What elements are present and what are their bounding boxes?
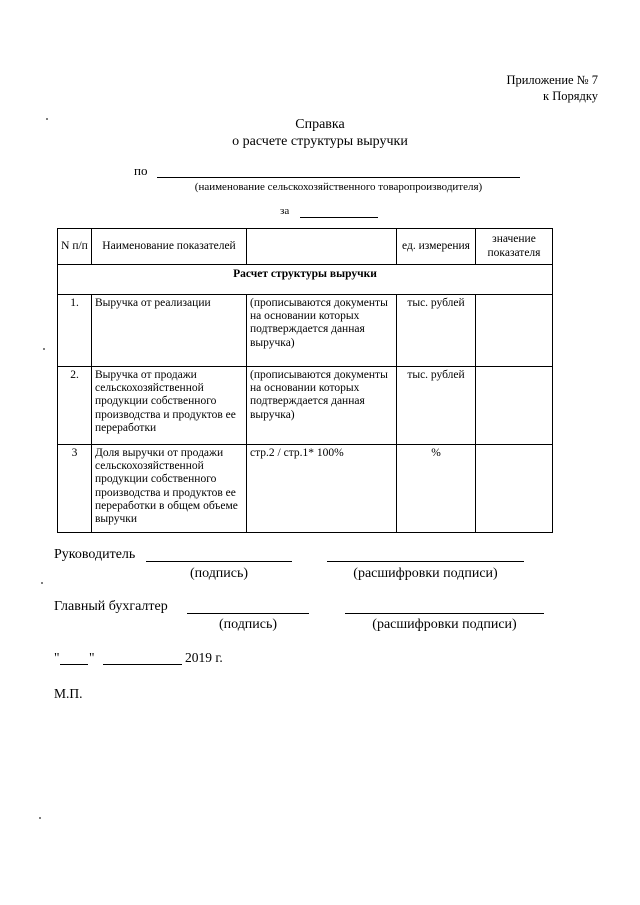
- accountant-decoding-line[interactable]: [345, 613, 544, 614]
- row-value-cell[interactable]: [476, 295, 553, 367]
- scan-speck: [43, 348, 45, 350]
- document-subtitle: о расчете структуры выручки: [232, 134, 408, 149]
- row-name: Доля выручки от продажи сельскохозяйственной продукции собственного производства и продуктов ее переработки в общем объеме выручки: [92, 445, 247, 533]
- period-line[interactable]: [300, 217, 378, 218]
- row-value-cell[interactable]: [476, 367, 553, 445]
- date-close-quote: ": [89, 650, 95, 665]
- row-number: 3: [58, 445, 92, 533]
- head-label: Руководитель: [54, 547, 136, 562]
- header-value: значение показателя: [476, 229, 553, 265]
- table-row: [58, 445, 553, 533]
- row-unit: тыс. рублей: [397, 367, 476, 445]
- head-decoding-caption: (расшифровки подписи): [353, 566, 498, 581]
- annex-header: [506, 72, 598, 104]
- accountant-label: Главный бухгалтер: [54, 599, 168, 614]
- row-number: 1.: [58, 295, 92, 367]
- head-signature-line[interactable]: [146, 561, 292, 562]
- row-number: 2.: [58, 367, 92, 445]
- header-indicator-name: Наименование показателей: [92, 229, 247, 265]
- header-number: N п/п: [58, 229, 92, 265]
- table-row: [58, 295, 553, 367]
- date-month-line[interactable]: [103, 664, 182, 665]
- accountant-signature-caption: (подпись): [218, 617, 278, 632]
- document-title: Справка: [295, 117, 345, 132]
- annex-reference: к Порядку: [543, 89, 598, 103]
- producer-caption: (наименование сельскохозяйственного товаропроизводителя): [194, 181, 483, 193]
- row-note: (прописываются документы на основании которых подтверждается данная выручка): [247, 367, 397, 445]
- stamp-place: М.П.: [54, 686, 83, 701]
- section-title: Расчет структуры выручки: [58, 265, 553, 295]
- row-note: (прописываются документы на основании которых подтверждается данная выручка): [247, 295, 397, 367]
- scan-speck: [39, 817, 41, 819]
- table-row: [58, 367, 553, 445]
- accountant-decoding-caption: (расшифровки подписи): [372, 617, 517, 632]
- header-blank: [247, 229, 397, 265]
- head-signature-caption: (подпись): [189, 566, 249, 581]
- document-title-block: [0, 116, 640, 150]
- date-open-quote: ": [54, 650, 60, 665]
- head-decoding-line[interactable]: [327, 561, 524, 562]
- header-unit: ед. измерения: [397, 229, 476, 265]
- table-header-row: [58, 229, 553, 265]
- row-unit: %: [397, 445, 476, 533]
- accountant-signature-line[interactable]: [187, 613, 309, 614]
- row-value-cell[interactable]: [476, 445, 553, 533]
- period-label: за: [280, 205, 290, 217]
- date-day-line[interactable]: [60, 664, 88, 665]
- date-year: 2019 г.: [185, 650, 223, 665]
- annex-number: Приложение № 7: [506, 73, 598, 87]
- section-row: [58, 265, 553, 295]
- scan-speck: [41, 582, 43, 584]
- producer-name-line[interactable]: [157, 177, 520, 178]
- row-name: Выручка от реализации: [92, 295, 247, 367]
- row-name: Выручка от продажи сельскохозяйственной продукции собственного производства и продуктов ее переработки: [92, 367, 247, 445]
- scan-speck: [46, 118, 48, 120]
- row-note: стр.2 / стр.1* 100%: [247, 445, 397, 533]
- revenue-structure-table: [57, 228, 553, 533]
- by-label: по: [134, 163, 148, 178]
- row-unit: тыс. рублей: [397, 295, 476, 367]
